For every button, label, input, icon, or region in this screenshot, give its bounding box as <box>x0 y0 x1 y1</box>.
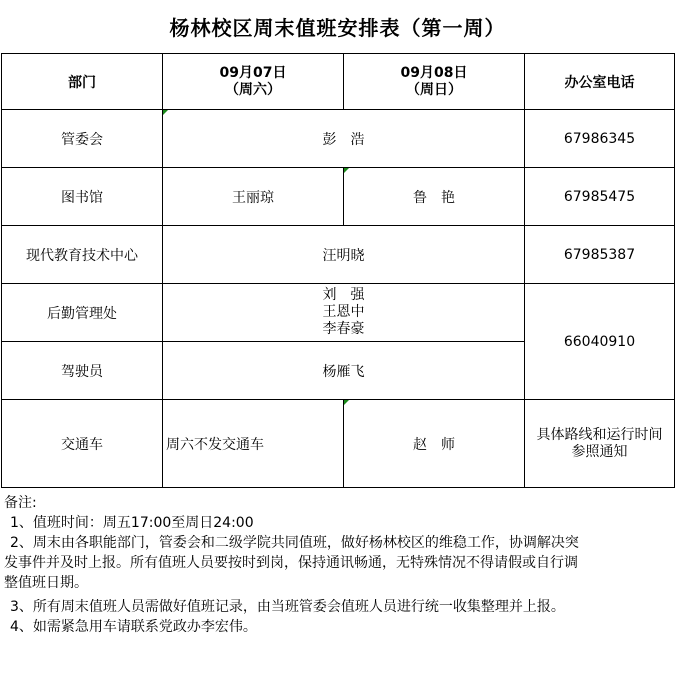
table-row <box>2 284 675 342</box>
duty-name: 刘 强 <box>322 287 365 303</box>
dept-cell: 驾驶员 <box>2 342 163 400</box>
dept-cell: 管委会 <box>2 110 163 168</box>
duty-name: 鲁 艳 <box>413 189 455 206</box>
header-day1-week: （周六） <box>225 81 281 98</box>
day1-cell: 王丽琼 <box>163 168 344 226</box>
duty-cell: 汪明晓 <box>163 226 525 284</box>
table-row <box>2 168 675 226</box>
note-item: 1、值班时间：周五17:00至周日24:00 <box>10 515 254 531</box>
notes-section <box>4 493 672 637</box>
duty-name: 王恩中 <box>322 304 365 320</box>
table-header-row <box>2 54 675 110</box>
note-item: 4、如需紧急用车请联系党政办李宏伟。 <box>10 619 257 635</box>
header-phone: 办公室电话 <box>525 54 675 110</box>
note-item: 3、所有周末值班人员需做好值班记录，由当班管委会值班人员进行统一收集整理并上报。 <box>10 599 565 615</box>
note-item: 2、周末由各职能部门，管委会和二级学院共同值班，做好杨林校区的维稳工作，协调解决突 <box>10 535 579 551</box>
table-row <box>2 226 675 284</box>
dept-cell: 图书馆 <box>2 168 163 226</box>
phone-cell <box>525 400 675 488</box>
phone-cell: 66040910 <box>525 284 675 400</box>
duty-schedule-table <box>1 53 675 488</box>
dept-cell: 交通车 <box>2 400 163 488</box>
phone-cell: 67985387 <box>525 226 675 284</box>
comment-marker-icon <box>344 168 349 173</box>
dept-cell: 现代教育技术中心 <box>2 226 163 284</box>
duty-cell: 杨雁飞 <box>163 342 525 400</box>
phone-note-line: 参照通知 <box>571 443 628 460</box>
duty-cell <box>163 284 525 342</box>
phone-cell: 67985475 <box>525 168 675 226</box>
header-day2-week: （周日） <box>406 81 462 98</box>
comment-marker-icon <box>163 110 168 115</box>
phone-note-line: 具体路线和运行时间 <box>536 426 663 443</box>
header-day1-date: 09月07日 <box>219 64 287 81</box>
note-item: 发事件并及时上报。所有值班人员要按时到岗，保持通讯畅通，无特殊情况不得请假或自行调 <box>4 555 578 571</box>
duty-name: 李春豪 <box>322 321 365 337</box>
dept-cell: 后勤管理处 <box>2 284 163 342</box>
day1-cell: 周六不发交通车 <box>163 400 344 488</box>
header-day2 <box>344 54 525 110</box>
table-row <box>2 400 675 488</box>
comment-marker-icon <box>344 400 349 405</box>
phone-cell: 67986345 <box>525 110 675 168</box>
day2-cell <box>344 400 525 488</box>
duty-name: 赵 师 <box>413 436 455 453</box>
duty-name: 彭 浩 <box>322 131 365 148</box>
header-day1 <box>163 54 344 110</box>
page-title: 杨林校区周末值班安排表（第一周） <box>169 16 506 40</box>
notes-heading: 备注: <box>4 495 37 511</box>
day2-cell <box>344 168 525 226</box>
header-day2-date: 09月08日 <box>400 64 468 81</box>
header-dept: 部门 <box>2 54 163 110</box>
table-row <box>2 110 675 168</box>
note-item: 整值班日期。 <box>4 575 88 591</box>
duty-cell <box>163 110 525 168</box>
